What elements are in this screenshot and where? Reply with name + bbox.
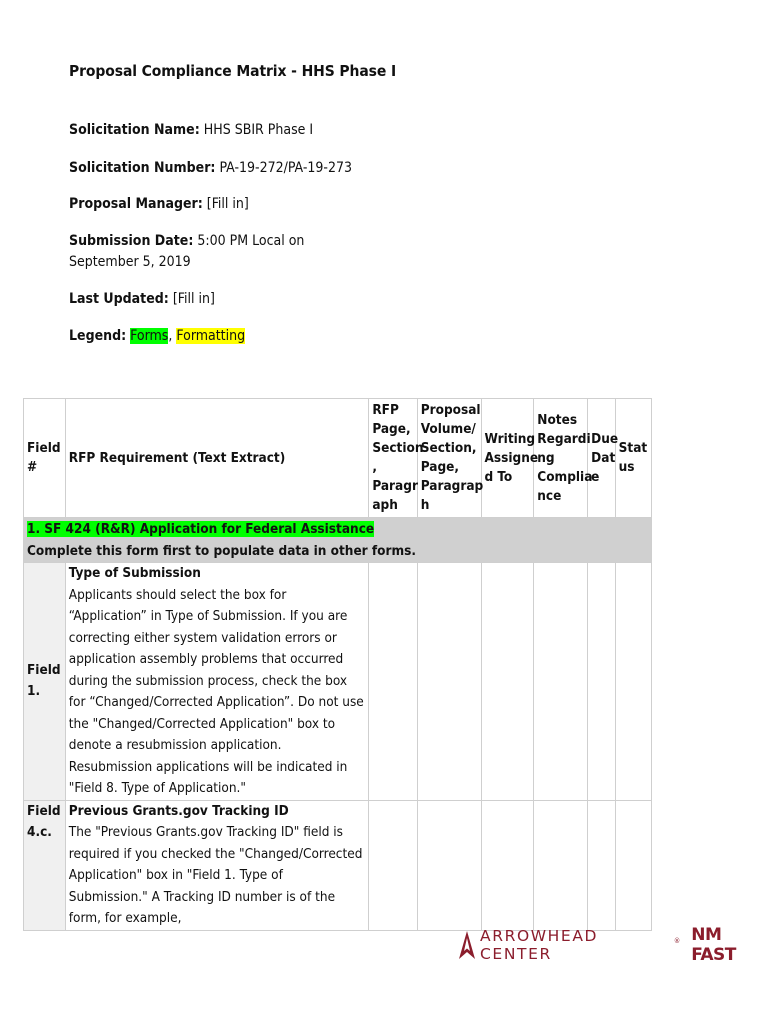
submission-date-value: 5:00 PM Local on September 5, 2019 bbox=[69, 233, 305, 270]
header-requirement: RFP Requirement (Text Extract) bbox=[65, 399, 369, 518]
logo-nm-fast: NM FAST bbox=[691, 925, 736, 965]
solicitation-name bbox=[69, 120, 369, 141]
legend-label: Legend: bbox=[69, 328, 127, 344]
legend bbox=[69, 326, 369, 347]
solicitation-number bbox=[69, 158, 369, 179]
rfp-page-cell[interactable] bbox=[369, 563, 417, 801]
solicitation-number-value: PA-19-272/PA-19-273 bbox=[219, 160, 353, 176]
header-notes: Notes Regardi ng Complia nce bbox=[534, 399, 588, 518]
status-cell[interactable] bbox=[615, 800, 651, 930]
table-row bbox=[24, 563, 652, 801]
due-date-cell[interactable] bbox=[588, 800, 615, 930]
solicitation-number-label: Solicitation Number: bbox=[69, 160, 216, 176]
due-date-cell[interactable] bbox=[588, 563, 615, 801]
header-writing-assigned: Writing Assigne d To bbox=[481, 399, 534, 518]
last-updated bbox=[69, 289, 369, 310]
compliance-matrix-table bbox=[23, 398, 652, 931]
legend-forms: Forms bbox=[130, 328, 169, 344]
proposal-volume-cell[interactable] bbox=[417, 563, 481, 801]
solicitation-name-value: HHS SBIR Phase I bbox=[203, 122, 314, 138]
writing-assigned-cell[interactable] bbox=[481, 563, 534, 801]
logo-text: ARROWHEAD CENTER bbox=[480, 927, 599, 963]
header-rfp-page: RFP Page, Section , Paragr aph bbox=[369, 399, 417, 518]
document-title: Proposal Compliance Matrix - HHS Phase I bbox=[69, 62, 397, 80]
table-row bbox=[24, 800, 652, 930]
logo-registered-mark: ® bbox=[673, 937, 681, 945]
status-cell[interactable] bbox=[615, 563, 651, 801]
proposal-manager bbox=[69, 194, 369, 215]
footer-logo bbox=[459, 925, 770, 965]
proposal-manager-value: [Fill in] bbox=[206, 196, 249, 212]
section-subtitle: Complete this form first to populate data in other forms. bbox=[27, 543, 417, 559]
legend-separator: , bbox=[168, 328, 177, 344]
section-cell bbox=[24, 518, 652, 563]
header-proposal-volume: Proposal Volume/ Section, Page, Paragrap h bbox=[417, 399, 481, 518]
header-field: Field # bbox=[24, 399, 66, 518]
notes-cell[interactable] bbox=[534, 800, 588, 930]
submission-date bbox=[69, 231, 354, 273]
rfp-page-cell[interactable] bbox=[369, 800, 417, 930]
requirement-title: Type of Submission bbox=[68, 565, 201, 581]
proposal-volume-cell[interactable] bbox=[417, 800, 481, 930]
requirement-text: Applicants should select the box for “Application” in Type of Submission. If you are correcting either system validation errors or application assembly problems that occurred during the submission process, check the box for “Changed/Corrected Application”. Do not use the "Changed/Corrected Application" box to denote a resubmission application. Resubmission applications will be indicated in "Field 8. Type of Application." bbox=[68, 586, 364, 796]
last-updated-label: Last Updated: bbox=[69, 291, 169, 307]
requirement-title: Previous Grants.gov Tracking ID bbox=[68, 802, 289, 819]
requirement-text: The "Previous Grants.gov Tracking ID" field is required if you checked the "Changed/Corrected Application" box in "Field 1. Type of Submission." A Tracking ID number is of the form, for example, bbox=[68, 824, 363, 926]
field-number: Field 1. bbox=[24, 563, 66, 801]
arrowhead-icon bbox=[459, 931, 475, 959]
solicitation-name-label: Solicitation Name: bbox=[69, 122, 200, 138]
writing-assigned-cell[interactable] bbox=[481, 800, 534, 930]
header-status: Stat us bbox=[615, 399, 651, 518]
header-due-date: Due Dat e bbox=[588, 399, 615, 518]
submission-date-label: Submission Date: bbox=[69, 233, 194, 249]
field-number: Field 4.c. bbox=[24, 800, 66, 930]
proposal-manager-label: Proposal Manager: bbox=[69, 196, 203, 212]
requirement-cell bbox=[65, 800, 369, 930]
notes-cell[interactable] bbox=[534, 563, 588, 801]
table-header-row bbox=[24, 399, 652, 518]
section-title: 1. SF 424 (R&R) Application for Federal Assistance bbox=[27, 521, 375, 537]
legend-formatting: Formatting bbox=[176, 328, 246, 344]
requirement-cell bbox=[65, 563, 369, 801]
last-updated-value: [Fill in] bbox=[172, 291, 215, 307]
section-row bbox=[24, 518, 652, 563]
